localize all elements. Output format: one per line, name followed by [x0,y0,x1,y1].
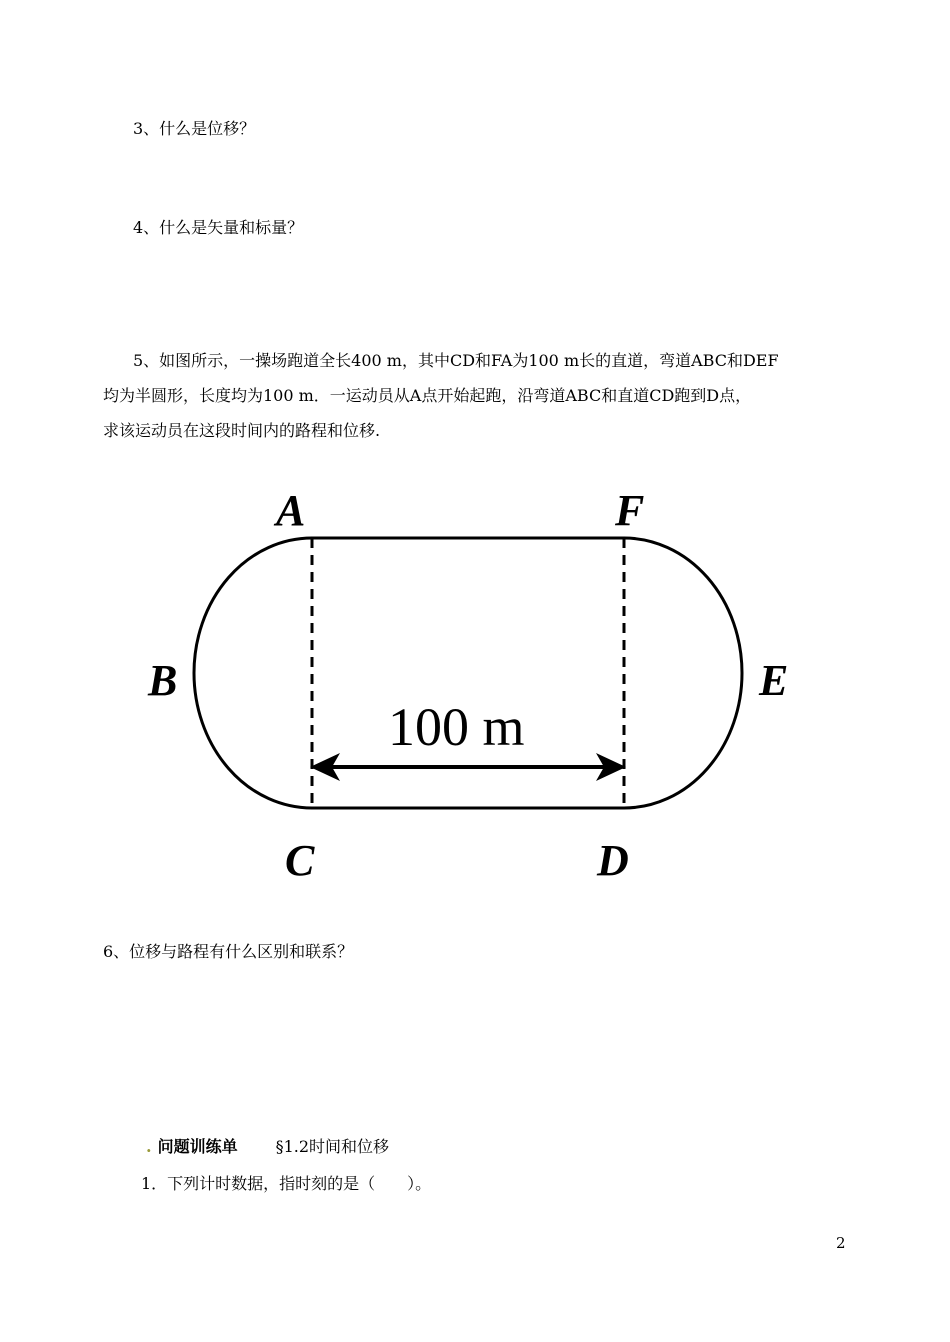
section-bullet: . [146,1137,152,1156]
point-label-a: A [276,486,306,535]
running-track-figure [140,465,820,895]
problem-1: 1．下列计时数据，指时刻的是（ ）。 [141,1174,432,1193]
section-heading [146,1135,389,1159]
question-4: 4、什么是矢量和标量？ [133,218,304,237]
point-label-f: F [615,486,645,535]
question-5-line-3: 求该运动员在这段时间内的路程和位移. [103,421,381,440]
distance-label: 100 m [388,697,525,757]
point-label-b: B [148,656,178,705]
question-5-line-2: 均为半圆形，长度均为100 m．一运动员从A点开始起跑，沿弯道ABC和直道CD跑到D点， [103,386,752,405]
question-5-line-1: 5、如图所示，一操场跑道全长400 m，其中CD和FA为100 m长的直道，弯道ABC和DEF [133,351,779,370]
question-3: 3、什么是位移？ [133,119,256,138]
section-title: 问题训练单 [157,1137,238,1156]
question-6: 6、位移与路程有什么区别和联系？ [103,942,354,961]
section-subtitle: §1.2时间和位移 [275,1137,390,1156]
point-label-e: E [759,656,789,705]
page-number: 2 [836,1234,846,1252]
point-label-d: D [597,836,629,885]
point-label-c: C [285,836,315,885]
